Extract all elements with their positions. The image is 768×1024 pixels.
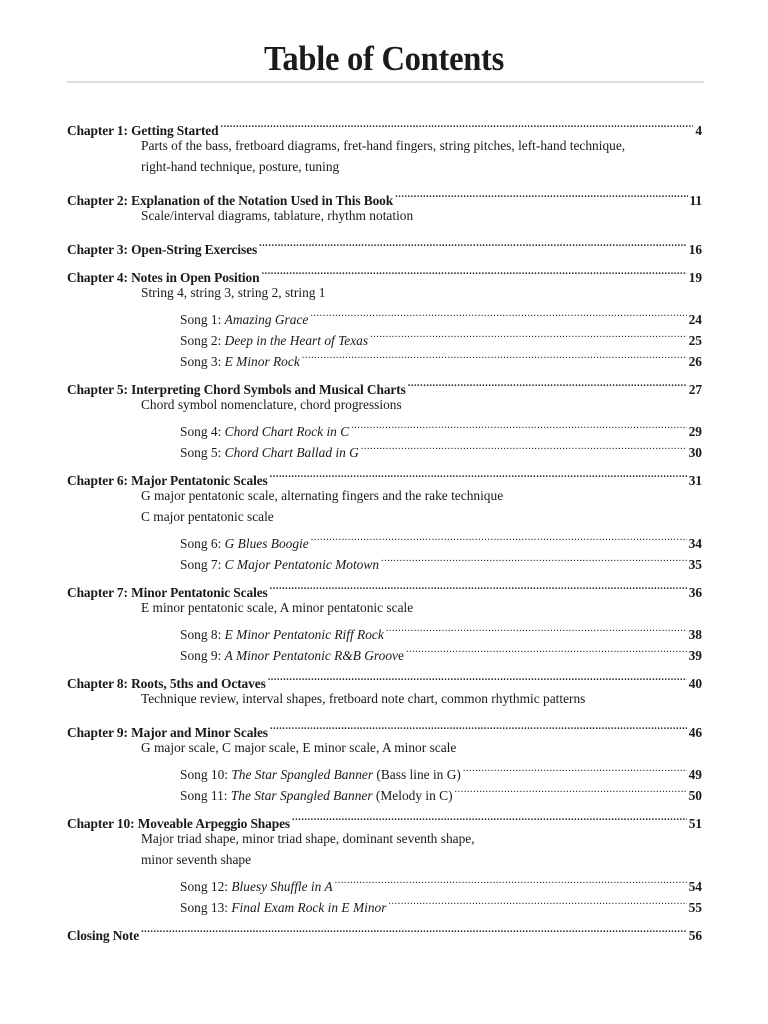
page-number: 30 (688, 445, 702, 460)
chapter-description (67, 156, 702, 177)
dot-leader (351, 415, 686, 436)
toc-chapter-entry[interactable] (67, 919, 702, 943)
page-number: 19 (688, 270, 702, 285)
dot-leader (141, 919, 687, 940)
song-label: Song 2: (180, 333, 225, 348)
toc-song-entry[interactable] (67, 345, 702, 369)
chapter-title: Chapter 8: Roots, 5ths and Octaves (67, 676, 266, 691)
dot-leader (311, 527, 687, 548)
chapter-description (67, 597, 702, 618)
song-name: Chord Chart Ballad in G (224, 445, 359, 460)
toc-song-entry[interactable] (67, 303, 702, 327)
dot-leader (335, 870, 687, 891)
chapter-description (67, 135, 702, 156)
dot-leader (221, 114, 694, 135)
dot-leader (268, 667, 687, 688)
song-title (180, 351, 300, 372)
dot-leader (302, 345, 687, 366)
page-number: 56 (688, 928, 702, 943)
chapter-title: Chapter 2: Explanation of the Notation Used in This Book (67, 193, 394, 208)
description-text: String 4, string 3, string 2, string 1 (141, 285, 326, 300)
song-suffix: (Bass line in G) (373, 767, 461, 782)
chapter-description (67, 485, 702, 506)
page-number: 34 (688, 536, 702, 551)
toc-chapter-entry[interactable] (67, 373, 702, 397)
song-name: Final Exam Rock in E Minor (231, 900, 387, 915)
description-text: E minor pentatonic scale, A minor pentatonic scale (141, 600, 414, 615)
song-name: Chord Chart Rock in C (224, 424, 350, 439)
dot-leader (292, 807, 687, 828)
chapter-description (67, 394, 702, 415)
toc-song-entry[interactable] (67, 758, 702, 782)
chapter-description (67, 506, 702, 527)
dot-leader (270, 576, 687, 597)
title-divider (67, 81, 704, 83)
dot-leader (395, 184, 687, 205)
chapter-title: Chapter 7: Minor Pentatonic Scales (67, 585, 268, 600)
description-text: Parts of the bass, fretboard diagrams, fret-hand fingers, string pitches, left-hand technique, (141, 138, 626, 153)
toc-song-entry[interactable] (67, 548, 702, 572)
page-number: 25 (688, 333, 702, 348)
dot-leader (370, 324, 687, 345)
song-label: Song 6: (180, 536, 225, 551)
chapter-description (67, 849, 702, 870)
page-number: 40 (688, 676, 702, 691)
chapter-description (67, 282, 702, 303)
toc-song-entry[interactable] (67, 639, 702, 663)
toc-song-entry[interactable] (67, 324, 702, 348)
song-name: Bluesy Shuffle in A (231, 879, 333, 894)
description-text: Major triad shape, minor triad shape, dominant seventh shape, (141, 831, 475, 846)
toc-song-entry[interactable] (67, 870, 702, 894)
song-title (180, 897, 386, 918)
song-label: Song 5: (180, 445, 225, 460)
song-label: Song 12: (180, 879, 232, 894)
table-of-contents (67, 114, 702, 943)
dot-leader (262, 261, 687, 282)
dot-leader (386, 618, 687, 639)
toc-chapter-entry[interactable] (67, 114, 702, 138)
song-label: Song 7: (180, 557, 225, 572)
page-number: 38 (688, 627, 702, 642)
song-title (180, 645, 404, 666)
page-number: 27 (688, 382, 702, 397)
page-number: 50 (688, 788, 702, 803)
song-name: Amazing Grace (224, 312, 309, 327)
song-name: Deep in the Heart of Texas (224, 333, 369, 348)
description-text: Scale/interval diagrams, tablature, rhythm notation (141, 208, 414, 223)
chapter-title: Chapter 4: Notes in Open Position (67, 270, 260, 285)
song-label: Song 9: (180, 648, 225, 663)
description-text: minor seventh shape (141, 852, 252, 867)
description-text: right-hand technique, posture, tuning (141, 159, 340, 174)
dot-leader (408, 373, 687, 394)
song-title (180, 421, 349, 442)
song-name: A Minor Pentatonic R&B Groov (224, 648, 398, 663)
song-title (180, 309, 308, 330)
page-number: 24 (688, 312, 702, 327)
toc-chapter-entry[interactable] (67, 667, 702, 691)
page-title: Table of Contents (263, 39, 505, 78)
song-suffix: (Melody in C) (372, 788, 453, 803)
description-text: C major pentatonic scale (141, 509, 274, 524)
page-number: 4 (695, 123, 702, 138)
song-title (180, 533, 309, 554)
song-title (180, 764, 461, 785)
chapter-description (67, 688, 702, 709)
chapter-title: Chapter 10: Moveable Arpeggio Shapes (67, 816, 291, 831)
page-number: 11 (689, 193, 702, 208)
chapter-title: Chapter 9: Major and Minor Scales (67, 725, 268, 740)
toc-chapter-entry[interactable] (67, 184, 702, 208)
chapter-title: Chapter 5: Interpreting Chord Symbols and Musical Charts (67, 382, 406, 397)
toc-chapter-entry[interactable] (67, 261, 702, 285)
song-name: E Minor Pentatonic Riff Rock (224, 627, 384, 642)
toc-song-entry[interactable] (67, 527, 702, 551)
song-title (180, 554, 379, 575)
song-title (180, 785, 453, 806)
description-text: G major pentatonic scale, alternating fingers and the rake technique (141, 488, 504, 503)
song-label: Song 3: (180, 354, 225, 369)
song-label: Song 10: (180, 767, 232, 782)
description-text: Chord symbol nomenclature, chord progressions (141, 397, 402, 412)
toc-song-entry[interactable] (67, 415, 702, 439)
toc-chapter-entry[interactable] (67, 576, 702, 600)
dot-leader (381, 548, 687, 569)
chapter-description (67, 737, 702, 758)
dot-leader (270, 716, 687, 737)
dot-leader (388, 891, 686, 912)
toc-song-entry[interactable] (67, 891, 702, 915)
song-label: Song 8: (180, 627, 225, 642)
page-number: 55 (688, 900, 702, 915)
dot-leader (310, 303, 686, 324)
chapter-description (67, 205, 702, 226)
toc-chapter-entry[interactable] (67, 464, 702, 488)
song-name: C Major Pentatonic Motown (224, 557, 380, 572)
dot-leader (259, 233, 687, 254)
song-label: Song 4: (180, 424, 225, 439)
song-name: G Blues Boogie (224, 536, 309, 551)
dot-leader (361, 436, 687, 457)
song-label: Song 1: (180, 312, 225, 327)
page-number: 49 (688, 767, 702, 782)
chapter-title: Chapter 6: Major Pentatonic Scales (67, 473, 268, 488)
song-name: E Minor Rock (224, 354, 300, 369)
toc-chapter-entry[interactable] (67, 233, 702, 257)
song-label: Song 13: (180, 900, 232, 915)
song-label: Song 11: (180, 788, 231, 803)
chapter-title: Chapter 1: Getting Started (67, 123, 219, 138)
chapter-title: Closing Note (67, 928, 140, 943)
dot-leader (463, 758, 687, 779)
description-text: G major scale, C major scale, E minor scale, A minor scale (141, 740, 457, 755)
description-text: Technique review, interval shapes, fretboard note chart, common rhythmic patterns (141, 691, 586, 706)
page-number: 26 (688, 354, 702, 369)
song-suffix: e (397, 648, 404, 663)
toc-chapter-entry[interactable] (67, 807, 702, 831)
song-title (180, 624, 384, 645)
page-number: 36 (688, 585, 702, 600)
toc-chapter-entry[interactable] (67, 716, 702, 740)
chapter-description (67, 828, 702, 849)
page-number: 31 (688, 473, 702, 488)
page-number: 35 (688, 557, 702, 572)
page-number: 39 (688, 648, 702, 663)
dot-leader (455, 779, 687, 800)
toc-song-entry[interactable] (67, 618, 702, 642)
dot-leader (406, 639, 687, 660)
song-name: The Star Spangled Banner (230, 788, 373, 803)
page-number: 54 (688, 879, 702, 894)
page-number: 51 (688, 816, 702, 831)
page-number: 46 (688, 725, 702, 740)
toc-song-entry[interactable] (67, 436, 702, 460)
dot-leader (270, 464, 687, 485)
song-title (180, 442, 359, 463)
chapter-title: Chapter 3: Open-String Exercises (67, 242, 258, 257)
song-name: The Star Spangled Banner (231, 767, 374, 782)
page-number: 16 (688, 242, 702, 257)
song-title (180, 876, 333, 897)
page-number: 29 (688, 424, 702, 439)
